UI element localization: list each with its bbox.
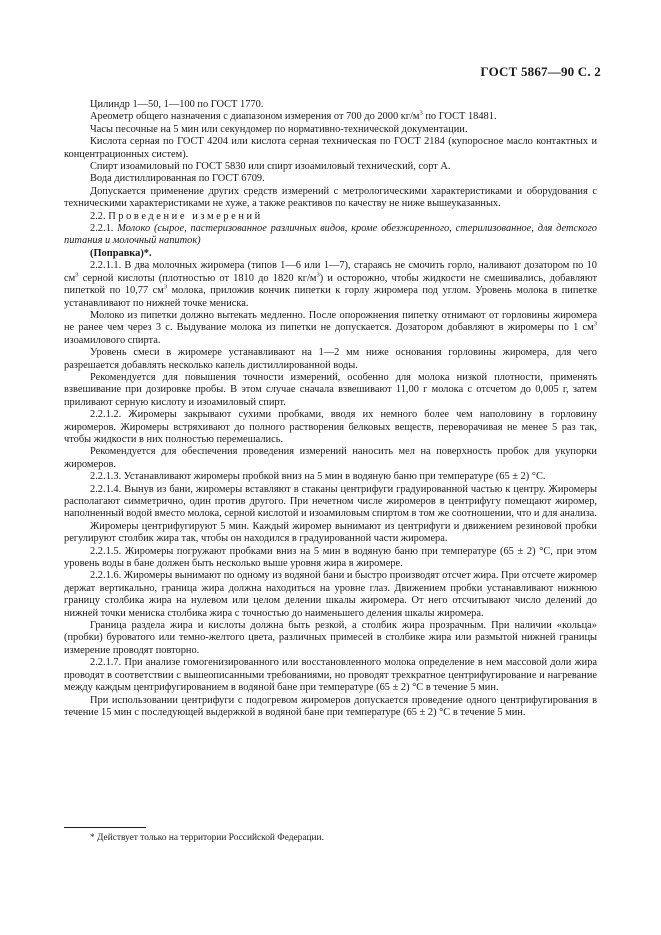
paragraph: Спирт изоамиловый по ГОСТ 5830 или спирт изоамиловый технический, сорт А. <box>90 161 451 173</box>
paragraph: Уровень смеси в жиромере устанавливают на 1—2 мм ниже основания горловины жиромера, для чего разрешается добавлять несколько капель дистиллированной воды. <box>64 347 597 371</box>
paragraph: Ареометр общего назначения с диапазоном измерения от 700 до 2000 $кг/м^3$ по ГОСТ 18481. <box>90 109 497 123</box>
paragraph: Граница раздела жира и кислоты должна быть резкой, а столбик жира прозрачным. При наличии «кольца» (пробки) буроватого или темно-желтого цвета, различных примесей в столбике жира или размытой нижней границы измерение проводят повторно. <box>64 620 597 656</box>
paragraph: 2.2.1.1. В два молочных жиромера (типов 1—6 или 1—7), стараясь не смочить горло, наливают дозатором по 10 $см^3$ серной кислоты (плотностью от 1810 до 1820 $кг/м^3$) и осторожно, чтобы жидкости не смешивались, добавляют пипеткой по 10,77 $см^3$ молока, приложив кончик пипетки к горлу жиромера под углом. Уровень молока в пипетке устанавливают по нижней точке мениска. <box>64 260 597 309</box>
paragraph: Жиромеры центрифугируют 5 мин. Каждый жиромер вынимают из центрифуги и движением резиновой пробки регулируют столбик жира так, чтобы он находился в градуированной части жиромера. <box>64 520 597 545</box>
footnote: * Действует только на территории Российской Федерации. <box>90 833 324 843</box>
paragraph: При использовании центрифуги с подогревом жиромеров допускается проведение одного центрифугирования в течение 15 мин с последующей выдержкой в водяной бане при температуре (65 ± 2) °С в течение 5 мин. <box>64 694 597 718</box>
subsection-heading: 2.2.1. Молоко (сырое, пастеризованное различных видов, кроме обезжиренного, стерилизованное, для детского питания и молочный напиток) <box>64 223 597 247</box>
paragraph: Рекомендуется для обеспечения проведения измерений наносить мел на поверхность пробок для укупорки жиромеров. <box>64 446 597 470</box>
paragraph: Рекомендуется для повышения точности измерений, особенно для молока низкой плотности, применять взвешивание при дозировке пробы. В этом случае сначала взвешивают 11,00 г молока с отсчетом до 0,005 г, затем приливают серную кислоту и изоамиловый спирт. <box>64 371 597 408</box>
paragraph: 2.2.1.5. Жиромеры погружают пробками вниз на 5 мин в водяную баню при температуре (65 ± 2) °С, при этом уровень воды в бане должен быть несколько выше уровня жира в жиромере. <box>64 545 597 570</box>
paragraph: Часы песочные на 5 мин или секундомер по нормативно-технической документации. <box>90 123 468 135</box>
paragraph: Цилиндр 1—50, 1—100 по ГОСТ 1770. <box>90 99 264 110</box>
paragraph: Молоко из пипетки должно вытекать медленно. После опорожнения пипетку отнимают от горловины жиромера не ранее чем через 3 с. Выдувание молока из пипетки не допускается. Дозатором добавляют в жиромеры по 1 $см^3$ изоамилового спирта. <box>64 309 597 346</box>
paragraph: Вода дистиллированная по ГОСТ 6709. <box>90 173 265 185</box>
page-header: ГОСТ 5867—90 С. 2 <box>480 64 601 79</box>
correction-note: (Поправка)*. <box>90 247 152 259</box>
document-body <box>64 99 597 719</box>
paragraph: 2.2.1.7. При анализе гомогенизированного или восстановленного молока определение в нем массовой доли жира проводят в соответствии с вышеописанными требованиями, но проводят трехкратное центрифугирование и нагревание между каждым центрифугированием в водяной бане при температуре (65 ± 2) °С в течение 5 мин. <box>64 657 597 694</box>
footnote-divider <box>64 827 146 828</box>
paragraph: 2.2.1.3. Устанавливают жиромеры пробкой вниз на 5 мин в водяную баню при температуре (65 ± 2) °С. <box>90 471 546 483</box>
paragraph: 2.2.1.4. Вынув из бани, жиромеры вставляют в стаканы центрифуги градуированной частью к центру. Жиромеры располагают симметрично, один против другого. При нечетном числе жиромеров в центрифугу помещают жиромер, наполненный водой вместо молока, серной кислотой и изоамиловым спиртом в том же соотношении, что и для анализа. <box>64 483 597 520</box>
section-heading: 2.2. Проведение измерений <box>90 210 263 222</box>
paragraph: 2.2.1.6. Жиромеры вынимают по одному из водяной бани и быстро производят отсчет жира. При отсчете жиромер держат вертикально, граница жира должна находиться на уровне глаз. Движением пробки устанавливают нижнюю границу столбика жира на нулевом или целом делении шкалы жиромера. От него отсчитывают число делений до нижней точки мениска столбика жира с точностью до наименьшего деления шкалы жиромера. <box>64 570 597 619</box>
paragraph: Кислота серная по ГОСТ 4204 или кислота серная техническая по ГОСТ 2184 (купоросное масло контактных и концентрационных систем). <box>64 136 597 160</box>
paragraph: Допускается применение других средств измерений с метрологическими характеристиками и оборудования с техническими характеристиками не хуже, а также реактивов по качеству не ниже вышеуказанных. <box>64 185 597 210</box>
paragraph: 2.2.1.2. Жиромеры закрывают сухими пробками, вводя их немного более чем наполовину в горловину жиромеров. Жиромеры встряхивают до полного растворения белковых веществ, переворачивая не менее 5 раз так, чтобы жидкости в них полностью перемешались. <box>64 409 597 445</box>
